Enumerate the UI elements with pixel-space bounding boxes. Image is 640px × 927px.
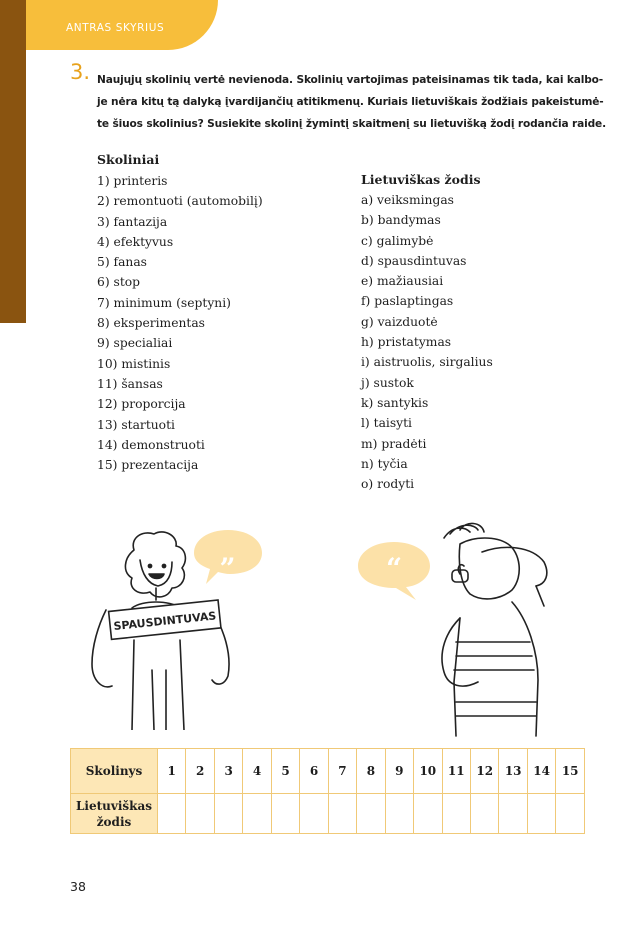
- answer-cell[interactable]: [243, 794, 271, 834]
- list-item: 15) prezentacija: [97, 458, 199, 473]
- list-item: 10) mistinis: [97, 356, 171, 371]
- number-cell: 3: [214, 749, 242, 794]
- answer-cell[interactable]: [470, 794, 498, 834]
- number-cell: 4: [243, 749, 271, 794]
- lithuanian-list: [361, 190, 493, 494]
- table-row: [71, 794, 585, 834]
- list-item: 4) efektyvus: [97, 234, 174, 249]
- list-item: k) santykis: [361, 395, 429, 410]
- list-item: o) rodyti: [361, 477, 415, 492]
- chapter-side-bar: [0, 0, 26, 323]
- banner-text: SPAUSDINTUVAS: [112, 609, 217, 634]
- number-cell: 2: [186, 749, 214, 794]
- answer-cell[interactable]: [300, 794, 328, 834]
- answer-cell[interactable]: [328, 794, 356, 834]
- list-item: b) bandymas: [361, 213, 441, 228]
- answer-cell[interactable]: [186, 794, 214, 834]
- row-label-line: Lietuviškas: [75, 798, 153, 813]
- section-label: ANTRAS SKYRIUS: [66, 22, 165, 34]
- list-item: n) tyčia: [361, 456, 408, 471]
- list-item: l) taisyti: [361, 416, 412, 431]
- number-cell: 5: [271, 749, 299, 794]
- answer-table: [70, 748, 585, 834]
- quote-mark: „: [219, 536, 237, 569]
- list-item: 5) fanas: [97, 255, 147, 270]
- list-item: 12) proporcija: [97, 397, 186, 412]
- row-label-lietuviskas-zodis: [71, 794, 158, 834]
- list-item: 14) demonstruoti: [97, 437, 205, 452]
- page-number: 38: [70, 879, 86, 894]
- girl-with-banner-illustration: [72, 530, 272, 730]
- list-item: f) paslaptingas: [361, 294, 454, 309]
- list-item: 3) fantazija: [97, 214, 168, 229]
- thinking-man-illustration: [420, 522, 560, 737]
- number-cell: 11: [442, 749, 470, 794]
- list-item: 1) printeris: [97, 174, 168, 188]
- answer-cell[interactable]: [385, 794, 413, 834]
- row-label-line: žodis: [96, 814, 132, 829]
- list-item: 8) eksperimentas: [97, 316, 205, 331]
- number-cell: 13: [499, 749, 527, 794]
- number-cell: 8: [357, 749, 385, 794]
- list-item: i) aistruolis, sirgalius: [361, 355, 493, 370]
- answer-cell[interactable]: [499, 794, 527, 834]
- list-item: d) spausdintuvas: [361, 253, 467, 268]
- list-item: 2) remontuoti (automobilį): [97, 194, 263, 209]
- number-cell: 1: [158, 749, 186, 794]
- number-cell: 10: [414, 749, 442, 794]
- loanwords-list: [97, 171, 263, 475]
- number-cell: 6: [300, 749, 328, 794]
- number-cell: 9: [385, 749, 413, 794]
- task-line: je nėra kitų tą dalyką įvardijančių atitikmenų. Kuriais lietuviškais žodžiais pakeistumė-: [97, 96, 604, 108]
- quote-mark: “: [385, 552, 403, 585]
- list-item: e) mažiausiai: [361, 274, 444, 289]
- task-number: 3.: [70, 60, 91, 84]
- table-row: [71, 749, 585, 794]
- list-item: m) pradėti: [361, 436, 427, 451]
- answer-cell[interactable]: [556, 794, 585, 834]
- list-item: 6) stop: [97, 275, 141, 290]
- number-cell: 12: [470, 749, 498, 794]
- answer-cell[interactable]: [271, 794, 299, 834]
- number-cell: 14: [527, 749, 555, 794]
- answer-cell[interactable]: [442, 794, 470, 834]
- answer-cell[interactable]: [158, 794, 186, 834]
- number-cell: 7: [328, 749, 356, 794]
- task-line: te šiuos skolinius? Susiekite skolinį žymintį skaitmenį su lietuvišką žodį rodančia raide.: [97, 118, 606, 130]
- answer-cell[interactable]: [357, 794, 385, 834]
- task-instructions: [97, 69, 606, 135]
- list-item: j) sustok: [361, 375, 414, 390]
- answer-cell[interactable]: [214, 794, 242, 834]
- list-item: 13) startuoti: [97, 417, 175, 432]
- answer-cell[interactable]: [414, 794, 442, 834]
- number-cell: 15: [556, 749, 585, 794]
- loanwords-heading: Skoliniai: [97, 152, 160, 167]
- list-item: a) veiksmingas: [361, 193, 454, 207]
- list-item: c) galimybė: [361, 233, 434, 248]
- answer-cell[interactable]: [527, 794, 555, 834]
- row-label-skolinys: Skolinys: [71, 749, 158, 794]
- task-line: Naujųjų skolinių vertė nevienoda. Skolinių vartojimas pateisinamas tik tada, kai kalbo-: [97, 74, 604, 86]
- list-item: h) pristatymas: [361, 335, 452, 350]
- list-item: 7) minimum (septyni): [97, 295, 231, 310]
- list-item: 9) specialiai: [97, 336, 173, 351]
- list-item: g) vaizduotė: [361, 314, 438, 329]
- lithuanian-heading: Lietuviškas žodis: [361, 172, 481, 187]
- list-item: 11) šansas: [97, 376, 163, 391]
